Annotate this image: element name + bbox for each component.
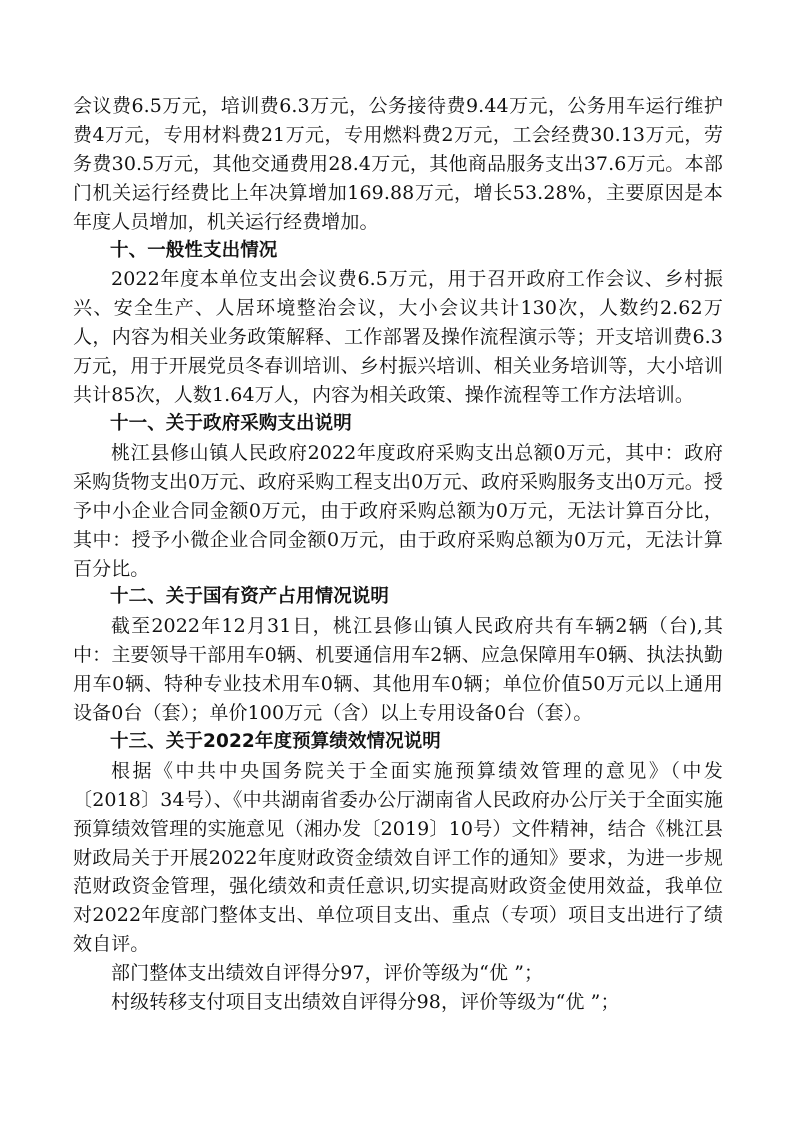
paragraph-operating-expenses-continued: 会议费6.5万元，培训费6.3万元，公务接待费9.44万元，公务用车运行维护费4万元，专用材料费21万元，专用燃料费2万元，工会经费30.13万元，劳务费30.5万元，其他交通费用28.4万元，其他商品服务支出37.6万元。本部门机关运行经费比上年决算增加169.88万元，增长53.28%，主要原因是本年度人员增加，机关运行经费增加。 xyxy=(73,95,723,233)
heading-government-procurement: 十一、关于政府采购支出说明 xyxy=(110,412,352,434)
heading-budget-performance: 十三、关于2022年度预算绩效情况说明 xyxy=(110,730,441,752)
paragraph-general-expenditure: 2022年度本单位支出会议费6.5万元，用于召开政府工作会议、乡村振兴、安全生产、人居环境整治会议，大小会议共计130次，人数约2.62万人，内容为相关业务政策解释、工作部署及操作流程演示等；开支培训费6.3万元，用于开展党员冬春训培训、乡村振兴培训、相关业务培训等，大小培训共计85次，人数1.64万人，内容为相关政策、操作流程等工作方法培训。 xyxy=(73,268,723,407)
heading-state-assets: 十二、关于国有资产占用情况说明 xyxy=(110,586,390,608)
document-page xyxy=(73,92,723,1017)
paragraph-government-procurement: 桃江县修山镇人民政府2022年度政府采购支出总额0万元，其中：政府采购货物支出0万元、政府采购工程支出0万元、政府采购服务支出0万元。授予中小企业合同金额0万元，由于政府采购总额为0万元，无法计算百分比，其中：授予小微企业合同金额0万元，由于政府采购总额为0万元，无法计算百分比。 xyxy=(73,441,723,580)
paragraph-department-score: 部门整体支出绩效自评得分97，评价等级为“优 ”； xyxy=(111,962,544,985)
paragraph-state-assets: 截至2022年12月31日，桃江县修山镇人民政府共有车辆2辆（台),其中：主要领导干部用车0辆、机要通信用车2辆、应急保障用车0辆、执法执勤用车0辆、特种专业技术用车0辆、其他用车0辆；单位价值50万元以上通用设备0台（套）；单价100万元（含）以上专用设备0台（套）。 xyxy=(73,615,723,725)
paragraph-budget-performance: 根据《中共中央国务院关于全面实施预算绩效管理的意见》（中发〔2018〕34号）、《中共湖南省委办公厅湖南省人民政府办公厅关于全面实施预算绩效管理的实施意见（湘办发〔2019〕10号）文件精神，结合《桃江县财政局关于开展2022年度财政资金绩效自评工作的通知》要求，为进一步规范财政资金管理，强化绩效和责任意识,切实提高财政资金使用效益，我单位对2022年度部门整体支出、单位项目支出、重点（专项）项目支出进行了绩效自评。 xyxy=(73,759,723,956)
heading-general-expenditure: 十、一般性支出情况 xyxy=(110,239,278,261)
paragraph-village-transfer-score: 村级转移支付项目支出绩效自评得分98，评价等级为“优 ”； xyxy=(111,991,620,1014)
